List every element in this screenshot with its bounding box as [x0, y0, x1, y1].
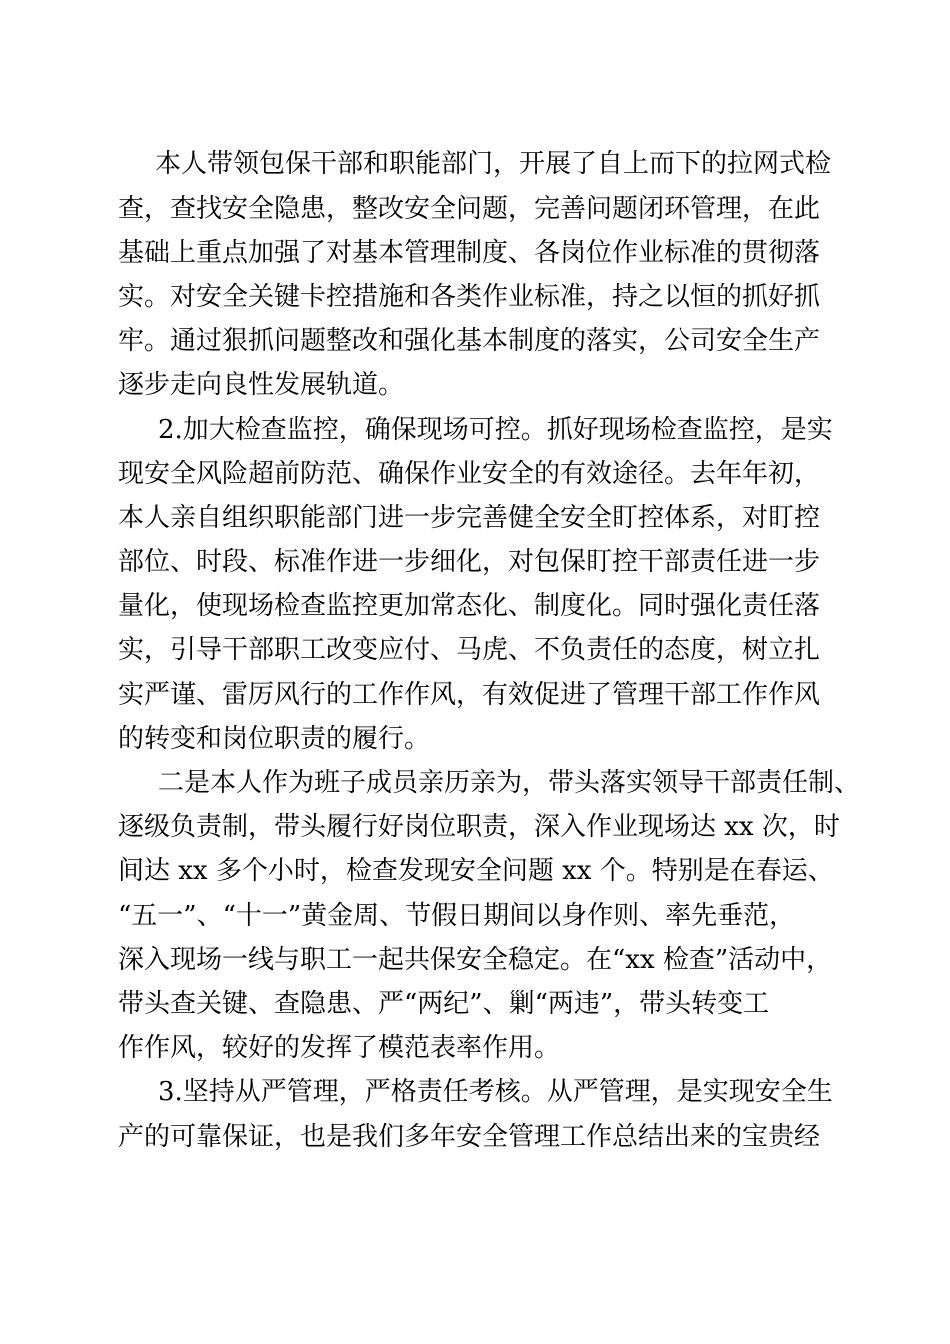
paragraph-4-line-2: 产的可靠保证，也是我们多年安全管理工作总结出来的宝贵经	[118, 1122, 821, 1152]
paragraph-2-line-8: 的转变和岗位职责的履行。	[118, 724, 431, 754]
paragraph-1-line-5: 牢。通过狠抓问题整改和强化基本制度的落实，公司安全生产	[118, 326, 821, 356]
paragraph-2-line-5: 量化，使现场检查监控更加常态化、制度化。同时强化责任落	[118, 591, 821, 621]
paragraph-3-line-4: “五一”、“十一”黄金周、节假日期间以身作则、率先垂范，	[118, 901, 796, 931]
paragraph-3-line-1: 二是本人作为班子成员亲历亲为，带头落实领导干部责任制、	[158, 768, 861, 798]
paragraph-3-line-6: 带头查关键、查隐患、严“两纪”、剿“两违”，带头转变工	[118, 989, 770, 1019]
paragraph-1-line-6: 逐步走向良性发展轨道。	[118, 370, 405, 400]
paragraph-1-line-4: 实。对安全关键卡控措施和各类作业标准，持之以恒的抓好抓	[118, 282, 821, 312]
paragraph-1-line-3: 基础上重点加强了对基本管理制度、各岗位作业标准的贯彻落	[118, 238, 821, 268]
paragraph-3-line-5: 深入现场一线与职工一起共保安全稳定。在“xx 检查”活动中，	[118, 945, 833, 975]
paragraph-2-line-7: 实严谨、雷厉风行的工作作风，有效促进了管理干部工作作风	[118, 680, 821, 710]
paragraph-2-line-6: 实，引导干部职工改变应付、马虎、不负责任的态度，树立扎	[118, 635, 821, 665]
paragraph-4-line-1: 3.坚持从严管理，严格责任考核。从严管理，是实现安全生	[158, 1077, 833, 1107]
paragraph-3-line-3: 间达 xx 多个小时，检查发现安全问题 xx 个。特别是在春运、	[118, 856, 834, 886]
paragraph-2-line-3: 本人亲自组织职能部门进一步完善健全安全盯控体系，对盯控	[118, 503, 821, 533]
paragraph-2-line-2: 现安全风险超前防范、确保作业安全的有效途径。去年年初，	[118, 459, 821, 489]
paragraph-1-line-1: 本人带领包保干部和职能部门，开展了自上而下的拉网式检	[155, 149, 832, 179]
paragraph-3-line-2: 逐级负责制，带头履行好岗位职责，深入作业现场达 xx 次，时	[118, 812, 840, 842]
paragraph-3-line-7: 作作风，较好的发挥了模范表率作用。	[118, 1033, 561, 1063]
paragraph-1-line-2: 查，查找安全隐患，整改安全问题，完善问题闭环管理，在此	[118, 194, 821, 224]
paragraph-2-line-1: 2.加大检查监控，确保现场可控。抓好现场检查监控，是实	[158, 415, 833, 445]
paragraph-2-line-4: 部位、时段、标准作进一步细化，对包保盯控干部责任进一步	[118, 547, 821, 577]
